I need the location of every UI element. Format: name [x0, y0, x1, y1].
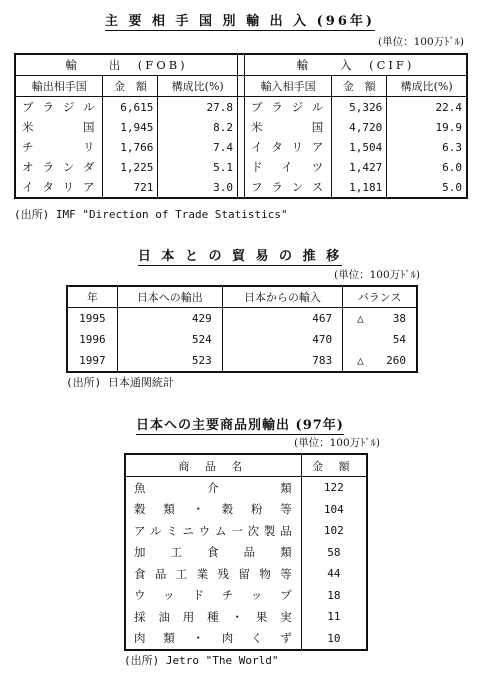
export-share: 7.4: [213, 140, 233, 154]
import-cell: 783: [222, 350, 342, 372]
table-row: [67, 308, 417, 330]
import-share: 5.0: [442, 180, 462, 194]
section3-title: 日本への主要商品別輸出 (97年): [136, 418, 344, 433]
col-year: 年: [67, 286, 117, 308]
import-amount: 5,326: [332, 97, 387, 118]
product-amount: 44: [327, 567, 341, 581]
section3-source: (出所) Jetro "The World": [124, 654, 279, 667]
table-row: [125, 542, 367, 564]
col-export-share: 構成比(%): [158, 76, 238, 97]
col-import-from-japan: 日本からの輸入: [222, 286, 342, 308]
year-cell: 1997: [67, 350, 117, 372]
import-country: 米国: [244, 117, 331, 137]
import-cell: 467: [222, 308, 342, 330]
product-amount: 11: [327, 610, 341, 624]
export-country: 米国: [15, 117, 103, 137]
export-share: 5.1: [213, 160, 233, 174]
japan-trade-table: [66, 285, 418, 373]
import-share: 6.0: [442, 160, 462, 174]
table-row: [125, 499, 367, 521]
year-cell: 1995: [67, 308, 117, 330]
year-cell: 1996: [67, 329, 117, 350]
import-share: 6.3: [442, 140, 462, 154]
product-name: 加工食品類: [125, 542, 301, 564]
export-cell: 524: [117, 329, 222, 350]
import-amount: 1,181: [332, 177, 387, 198]
section1-unit: (単位：100万ﾄﾞﾙ): [378, 36, 464, 48]
balance-cell: 54: [343, 329, 417, 350]
import-amount: 1,427: [332, 157, 387, 177]
table-row: [125, 563, 367, 585]
product-amount: 10: [327, 631, 341, 645]
export-amount: 721: [103, 177, 158, 198]
section2-unit: (単位：100万ﾄﾞﾙ): [334, 269, 420, 281]
product-name: 魚介類: [125, 477, 301, 499]
import-country: ブラジル: [244, 97, 331, 118]
table-row: [125, 520, 367, 542]
import-share: 22.4: [435, 100, 462, 114]
import-cell: 470: [222, 329, 342, 350]
import-country: フランス: [244, 177, 331, 198]
table-row: [15, 97, 467, 118]
table-row: [15, 177, 467, 198]
table-row: [125, 628, 367, 651]
export-header: 輸 出 (FOB): [15, 54, 237, 76]
product-amount: 18: [327, 588, 341, 602]
export-country: チリ: [15, 137, 103, 157]
col-export-amount: 金 額: [103, 76, 158, 97]
product-name: アルミニウム一次製品: [125, 520, 301, 542]
table-row: [15, 117, 467, 137]
table-row: [67, 329, 417, 350]
export-share: 3.0: [213, 180, 233, 194]
product-name: 肉類・肉くず: [125, 628, 301, 651]
products-table: [124, 453, 368, 651]
import-amount: 1,504: [332, 137, 387, 157]
section2-title: 日 本 と の 貿 易 の 推 移: [137, 249, 343, 264]
product-name: ウッドチップ: [125, 585, 301, 607]
product-amount: 104: [323, 502, 344, 516]
col-export-to-japan: 日本への輸出: [117, 286, 222, 308]
col-import-amount: 金 額: [332, 76, 387, 97]
export-country: イタリア: [15, 177, 103, 198]
col-balance: バランス: [343, 286, 417, 308]
table-row: [15, 157, 467, 177]
balance-cell: △ 38: [343, 308, 417, 330]
table-row: [67, 350, 417, 372]
export-cell: 429: [117, 308, 222, 330]
import-amount: 4,720: [332, 117, 387, 137]
section1-source: (出所) IMF "Direction of Trade Statistics": [14, 208, 288, 221]
export-share: 8.2: [213, 120, 233, 134]
import-country: ドイツ: [244, 157, 331, 177]
table-row: [125, 585, 367, 607]
import-share: 19.9: [435, 120, 462, 134]
product-name: 食品工業残留物等: [125, 563, 301, 585]
col-import-share: 構成比(%): [387, 76, 467, 97]
export-cell: 523: [117, 350, 222, 372]
deficit-triangle-icon: △: [357, 312, 364, 325]
col-export-country: 輸出相手国: [15, 76, 103, 97]
section1-title: 主 要 相 手 国 別 輸 出 入 (96年): [104, 14, 376, 29]
section2-source: (出所) 日本通関統計: [66, 376, 174, 389]
deficit-triangle-icon: △: [357, 354, 364, 367]
export-country: オランダ: [15, 157, 103, 177]
col-product-name: 商 品 名: [125, 454, 301, 477]
import-header: 輸 入 (CIF): [244, 54, 467, 76]
export-amount: 1,945: [103, 117, 158, 137]
export-amount: 1,225: [103, 157, 158, 177]
export-amount: 6,615: [103, 97, 158, 118]
import-country: イタリア: [244, 137, 331, 157]
product-name: 採油用種・果実: [125, 606, 301, 628]
product-amount: 102: [323, 524, 344, 538]
table-row: [125, 606, 367, 628]
product-amount: 58: [327, 545, 341, 559]
trade-partners-table: [14, 53, 468, 199]
table-row: [15, 137, 467, 157]
export-country: ブラジル: [15, 97, 103, 118]
product-amount: 122: [323, 481, 344, 495]
product-name: 穀類・穀粉等: [125, 499, 301, 521]
section3-unit: (単位：100万ﾄﾞﾙ): [294, 437, 380, 449]
export-amount: 1,766: [103, 137, 158, 157]
col-import-country: 輸入相手国: [244, 76, 331, 97]
export-share: 27.8: [206, 100, 233, 114]
table-row: [125, 477, 367, 499]
balance-cell: △ 260: [343, 350, 417, 372]
col-amount: 金 額: [301, 454, 367, 477]
